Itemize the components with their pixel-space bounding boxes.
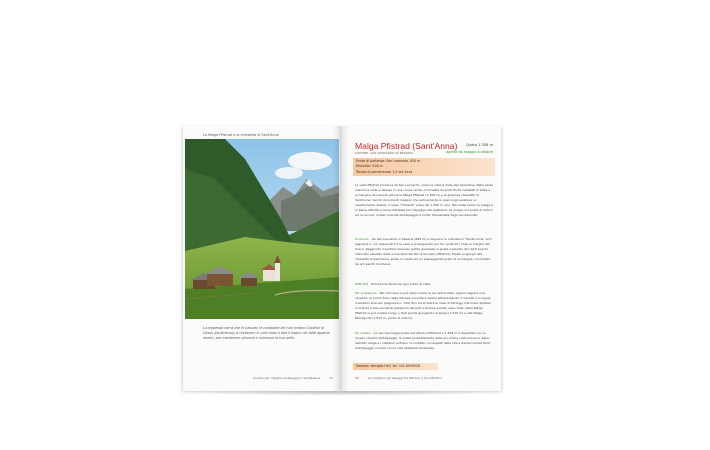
descent-section: [355, 291, 493, 321]
left-page: [183, 126, 341, 391]
descent-label: Per proseguire: [355, 291, 377, 295]
difficulty-text: Escursione facile da ogni punto di vista.: [371, 282, 432, 286]
difficulty-section: [355, 282, 493, 287]
descent-text: Per ritornare si può ripercorrere la via dell'andata, oppure seguire una variante: al primo bivio della discesa si svolta a destra attraversando il ruscello e si segue il sentiero boscoso (segnavia n. 13A) fino ad arrivare ai masi di Kartegg. Dal maso Spitaler si scende a San Leonardo passando davanti a diverse e belle case rurali. Dalla Malga Pfistrad si può risalire lungo i ripidi pendii giungendo al Giogo (2.310 m) e alla Malga Bärnsgrubl (1.875 m, punto di ristoro).: [355, 291, 492, 320]
municipality-subtitle: COMUNE: SAN LEONARDO IN PASSIRIA: [355, 151, 414, 155]
itinerary-section: [355, 237, 493, 267]
notes-section: [355, 331, 493, 351]
elevation-gain: Dislivello: 528 m: [356, 164, 383, 169]
altitude-label: Quota 1.358 m: [466, 143, 493, 147]
right-footer: [355, 376, 442, 380]
notes-text: La vecchia malga posta sull'altura di Pfistrad a 1.358 m è diventata ora un museo vivente dell'alpeggio. Si tratta probabilmente della più antica costruzione in legno dell'Alto Adige e i visitatori entrano in contatto con aspetti della vita e dell'economia tipici dell'alpeggio nonché con le sole abitative medievale.: [355, 331, 491, 350]
page-title: Malga Pfistrad (Sant'Anna): [355, 141, 458, 151]
right-page: [341, 126, 501, 391]
itinerary-text: Da San Leonardo in Passiria (689 m) si seguono le indicazioni "Sankt Anna" ed il segnavia n. 13, passando fra le case e proseguendo poi fra i prati ed i masi ai margini del bosco. Raggiunto il sentiero boscoso (salita graduale) si gusta il silenzio dei ripidi boschi, intervallo salutato dalle scroscianti del Rio di Vicinato (Pfistrad). Presto si giunge alla chiesetta di Sant'Anna, posta in mezzo ad un pianeggiante prato di montagna, circondato da erti pendii montuosi.: [355, 237, 493, 266]
photo-caption: La leggenda narra che in passato le contadine del non lontano Gasthof di Gasse (Jaufenburg) si recassero in quei masi a fare il bagno nel latte appena munto, per mantenere giovane e luminosa la loro pelle.: [203, 326, 330, 340]
notes-label: Da vedere: [355, 331, 371, 335]
alpine-meadow-photo: [185, 139, 339, 319]
open-booklet: [183, 126, 501, 391]
itinerary-label: Itinerario: [355, 237, 369, 241]
left-footer: [253, 376, 333, 380]
book-gutter: [333, 126, 349, 391]
manager-contact: Gestore: famiglia Hell, tel. 342 8559526: [353, 363, 438, 370]
walking-time: Tempo di percorrenza: 1,5 ore circa: [356, 169, 413, 174]
season-label: aperta da maggio a ottobre: [446, 150, 493, 154]
route-info-box: [353, 158, 495, 176]
right-page-number: 72: [355, 376, 359, 380]
intro-paragraph: La valle Pfistrad s'insinua da San Leonardo, verso la catena delle Alpi Sarentine. Nella parte interna la valle si allarga in una conca verde, circondata da prati fioriti costellati di baite e al margine dei pascoli spicca la Malga Pfistrad (1.358 m) e la graziosa chiesetta di Sant'Anna. Vecchi documenti rivelano che anticamente in quel luogo esisteva un insediamento stabile, il maso "Hinterst" (casa dei 1.358 m. sm). Nel mese estivo la malga è in piena attività e viene utilizzata per l'alpeggio del bestiame. La malga con poste di ristoro ed un piccolo museo rivende dell'alpeggio è molto frequentata dagli escursionisti.: [355, 183, 493, 217]
right-footer-text: Le malghe e gli alpeggi tra Merano e San Martino: [367, 376, 442, 380]
left-page-number: 70: [329, 376, 333, 380]
running-head: La Malga Pfistrad e la chiesetta di Sant'Anna: [203, 133, 279, 137]
difficulty-label: Difficoltà: [355, 282, 369, 286]
left-footer-text: Andare per malghe ed alpeggi in Val Passiria: [253, 376, 321, 380]
start-point: Punto di partenza: San Leonardo, 830 m: [356, 159, 421, 163]
